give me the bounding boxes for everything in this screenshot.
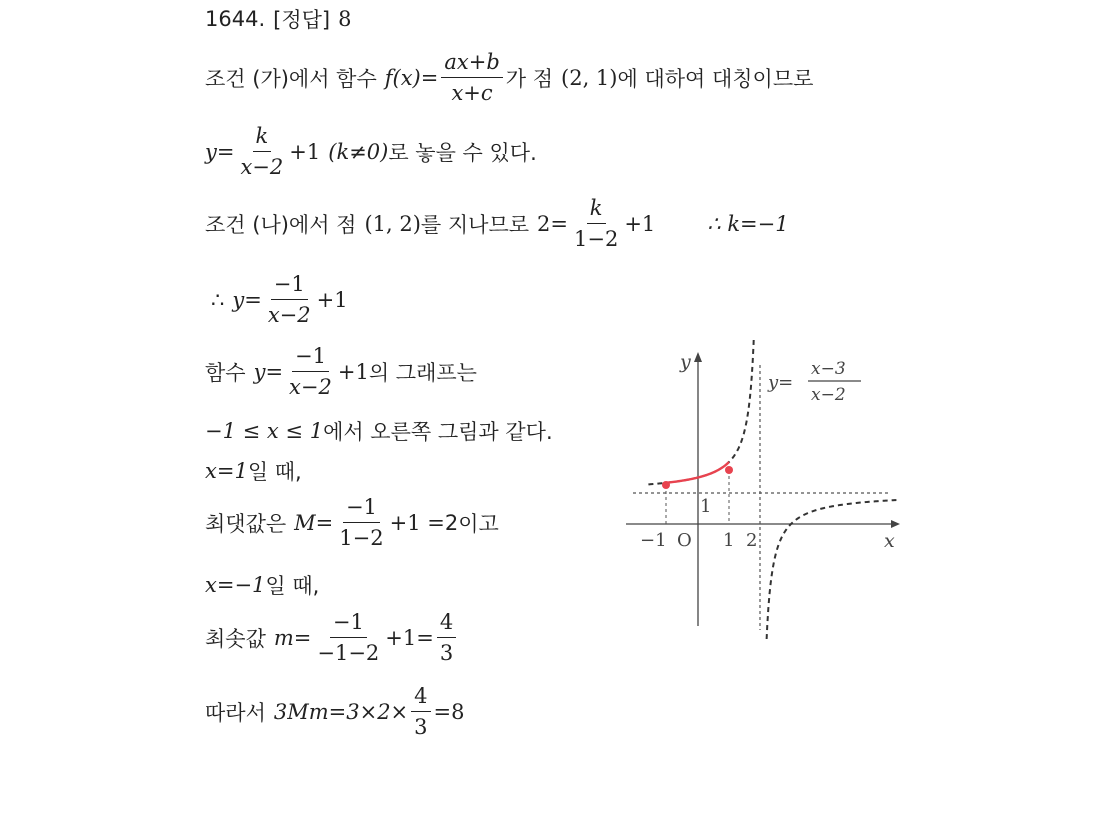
curve-right-branch bbox=[766, 500, 896, 640]
solution-line-7 bbox=[205, 456, 302, 486]
text: 에 대하여 대칭이므로 bbox=[617, 66, 814, 91]
y-axis-label: y bbox=[680, 351, 691, 373]
math: ∴ k=−1 bbox=[707, 211, 789, 236]
problem-header bbox=[205, 4, 351, 34]
max-point bbox=[725, 466, 733, 474]
math: x=1 bbox=[205, 459, 248, 483]
denominator: 1−2 bbox=[574, 227, 619, 252]
math: y= bbox=[205, 139, 235, 164]
solution-line-1 bbox=[205, 50, 813, 105]
text: 로 놓을 수 있다. bbox=[388, 140, 537, 165]
solution-line-6 bbox=[205, 416, 553, 446]
numerator: 4 bbox=[411, 684, 430, 712]
fraction bbox=[237, 124, 286, 179]
numerator: 4 bbox=[437, 610, 456, 638]
math: f(x)= bbox=[384, 65, 439, 90]
solution-line-11 bbox=[205, 684, 465, 739]
fraction bbox=[411, 684, 430, 739]
denominator: x−2 bbox=[240, 155, 284, 180]
math: 3Mm=3×2× bbox=[273, 699, 409, 724]
math: (1, 2) bbox=[364, 211, 421, 236]
tick-label-2: 2 bbox=[746, 530, 758, 551]
text: 일 때, bbox=[265, 574, 320, 598]
denominator: 3 bbox=[414, 715, 428, 740]
math: (k≠0) bbox=[328, 139, 389, 164]
fraction bbox=[571, 196, 621, 251]
curve-label-lhs: y= bbox=[768, 372, 794, 393]
function-graph bbox=[618, 340, 908, 640]
therefore-symbol: ∴ bbox=[211, 287, 225, 312]
math: +1 bbox=[624, 211, 656, 236]
math: y= bbox=[253, 359, 284, 384]
text: 일 때, bbox=[247, 460, 302, 484]
solution-line-8 bbox=[205, 495, 499, 550]
min-point bbox=[662, 481, 670, 489]
text: 조건 (가)에서 함수 bbox=[205, 66, 377, 91]
fraction bbox=[265, 272, 314, 327]
problem-number: 1644. bbox=[205, 7, 266, 31]
solution-line-2 bbox=[205, 124, 537, 179]
solution-line-3 bbox=[205, 196, 789, 251]
text: 가 점 bbox=[505, 66, 554, 91]
text: 최댓값은 bbox=[205, 511, 287, 536]
fraction bbox=[314, 610, 382, 665]
fraction bbox=[441, 50, 502, 105]
text: 조건 (나)에서 점 bbox=[205, 212, 357, 237]
math: −1 ≤ x ≤ 1 bbox=[205, 419, 324, 443]
text: 의 그래프는 bbox=[368, 360, 477, 385]
denominator: x+c bbox=[451, 81, 493, 106]
solution-line-10 bbox=[205, 610, 459, 665]
solution-line-5 bbox=[205, 344, 477, 399]
solution-line-9 bbox=[205, 570, 319, 600]
text: 를 지나므로 bbox=[420, 212, 530, 237]
denominator: x−2 bbox=[267, 303, 311, 328]
math: (2, 1) bbox=[561, 65, 618, 90]
numerator: −1 bbox=[330, 610, 367, 638]
math: +1= bbox=[385, 625, 434, 650]
tick-label-1: 1 bbox=[723, 530, 735, 551]
fraction bbox=[336, 495, 386, 550]
math: +1 bbox=[316, 287, 348, 312]
numerator: −1 bbox=[271, 272, 308, 300]
answer-tag: [정답] bbox=[273, 8, 331, 32]
denominator: 1−2 bbox=[339, 526, 384, 551]
math: 2= bbox=[537, 211, 568, 236]
text: 이고 bbox=[458, 511, 499, 536]
text: 최솟값 bbox=[205, 626, 266, 651]
result: 2 bbox=[444, 510, 459, 535]
solution-line-4 bbox=[205, 272, 348, 327]
math: m= bbox=[273, 625, 312, 650]
curve-label-numerator: x−3 bbox=[811, 359, 846, 379]
text: 따라서 bbox=[205, 700, 266, 725]
answer-value: 8 bbox=[338, 7, 352, 31]
text: 함수 bbox=[205, 360, 246, 385]
math: =8 bbox=[433, 699, 465, 724]
x-axis-arrow-icon bbox=[891, 520, 900, 528]
tick-label-neg1: −1 bbox=[640, 530, 667, 551]
numerator: ax+b bbox=[441, 50, 502, 78]
math: M= bbox=[294, 510, 334, 535]
numerator: −1 bbox=[343, 495, 380, 523]
curve-label-denominator: x−2 bbox=[811, 385, 846, 405]
denominator: 3 bbox=[439, 641, 454, 666]
denominator: x−2 bbox=[289, 375, 332, 400]
numerator: k bbox=[587, 196, 606, 224]
denominator: −1−2 bbox=[317, 641, 380, 666]
math: y= bbox=[232, 287, 262, 312]
origin-label: O bbox=[677, 530, 692, 551]
math: x=−1 bbox=[205, 573, 266, 597]
x-axis-label: x bbox=[884, 530, 895, 552]
math: +1 bbox=[337, 359, 369, 384]
fraction bbox=[286, 344, 335, 399]
y-tick-label-1: 1 bbox=[700, 496, 712, 517]
math: +1 = bbox=[389, 510, 445, 535]
y-axis-arrow-icon bbox=[694, 352, 702, 362]
numerator: −1 bbox=[292, 344, 329, 372]
text: 에서 오른쪽 그림과 같다. bbox=[323, 420, 553, 444]
numerator: k bbox=[253, 124, 272, 152]
result-fraction bbox=[437, 610, 456, 665]
math: +1 bbox=[289, 139, 321, 164]
